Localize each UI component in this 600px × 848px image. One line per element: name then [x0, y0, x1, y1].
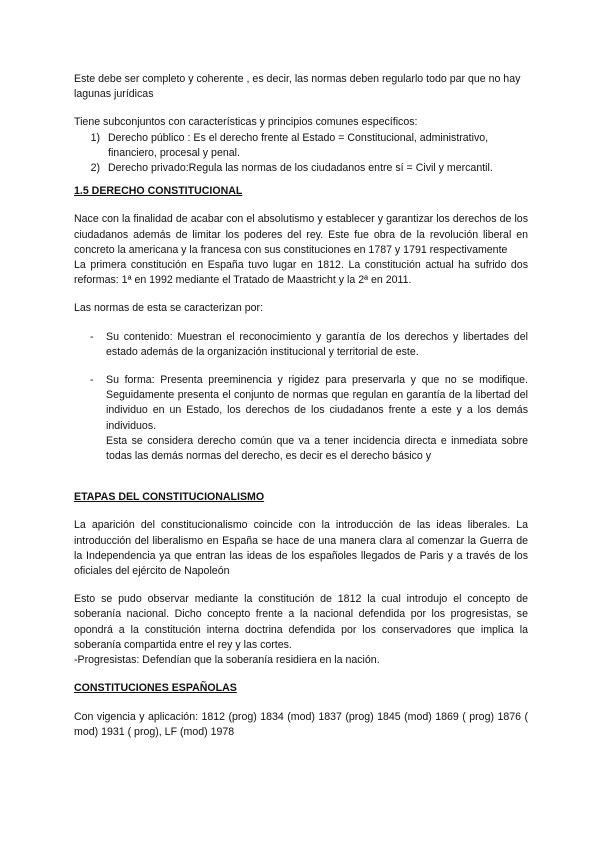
section-heading-spanish-constitutions: CONSTITUCIONES ESPAÑOLAS	[74, 682, 237, 695]
document-page	[74, 72, 528, 740]
list-number: 1)	[90, 131, 100, 144]
law-types-list	[74, 131, 528, 177]
list-item	[74, 161, 528, 176]
dash-bullet: -	[90, 374, 94, 387]
list-item	[74, 330, 528, 360]
list-text: Derecho público : Es el derecho frente al Estado = Constitucional, administrativo, financiero, procesal y penal.	[108, 131, 489, 159]
norms-characteristics-list	[74, 330, 528, 465]
section-heading-stages: ETAPAS DEL CONSTITUCIONALISMO	[74, 491, 265, 504]
stages-paragraph-2: Esto se pudo observar mediante la constitución de 1812 la cual introdujo el concepto de soberanía nacional. Dicho concepto frente a la nacional defendida por los progresistas, se opondrá a la constitución interna doctrina defendida por los conservadores que implica la soberanía compartida entre el rey y las cortes.	[74, 593, 528, 651]
subsets-intro: Tiene subconjuntos con características y principios comunes específicos:	[74, 116, 418, 129]
stages-paragraph-3: -Progresistas: Defendían que la soberanía residiera en la nación.	[74, 654, 380, 667]
constitutional-law-paragraph: Nace con la finalidad de acabar con el absolutismo y establecer y garantizar los derechos de los ciudadanos además de limitar los poderes del rey. Este fue obra de la revolución liberal en concreto la americana y la francesa con sus constituciones en 1787 y 1791 respectivamente	[74, 213, 528, 256]
list-text: Su contenido: Muestran el reconocimiento y garantía de los derechos y libertades del estado además de la organización institucional y territorial de este.	[106, 330, 528, 358]
list-number: 2)	[90, 162, 100, 175]
list-text-continuation: Esta se considera derecho común que va a tener incidencia directa e inmediata sobre todas las demás normas del derecho, es decir es el derecho básico y	[106, 434, 528, 463]
list-item	[74, 373, 528, 464]
first-constitution-paragraph: La primera constitución en España tuvo lugar en 1812. La constitución actual ha sufrido dos reformas: 1ª en 1992 mediante el Tratado de Maastricht y la 2ª en 2011.	[74, 259, 528, 287]
norms-characteristics-intro: Las normas de esta se caracterizan por:	[74, 302, 264, 315]
constitutions-paragraph: Con vigencia y aplicación: 1812 (prog) 1834 (mod) 1837 (prog) 1845 (mod) 1869 ( prog) 1876 ( mod) 1931 ( prog), LF (mod) 1978	[74, 710, 528, 738]
intro-paragraph: Este debe ser completo y coherente , es decir, las normas deben regularlo todo par que no hay lagunas jurídicas	[74, 73, 521, 101]
list-item	[74, 131, 528, 161]
section-heading-constitutional-law: 1.5 DERECHO CONSTITUCIONAL	[74, 185, 243, 198]
dash-bullet: -	[90, 330, 94, 343]
stages-paragraph-1: La aparición del constitucionalismo coincide con la introducción de las ideas liberales. La introducción del liberalismo en España se hace de una manera clara al comenzar la Guerra de la Independencia ya que entran las ideas de los españoles llegados de Paris y a través de los oficiales del ejército de Napoleón	[74, 519, 528, 578]
list-text: Su forma: Presenta preeminencia y rigidez para preservarla y que no se modifique. Seguidamente presenta el conjunto de normas que regulan en garantía de la libertad del individuo en un Estado, los derechos de los ciudadanos frente a este y a los demás individuos.	[106, 374, 528, 432]
list-text: Derecho privado:Regula las normas de los ciudadanos entre sí = Civil y mercantil.	[108, 162, 493, 175]
